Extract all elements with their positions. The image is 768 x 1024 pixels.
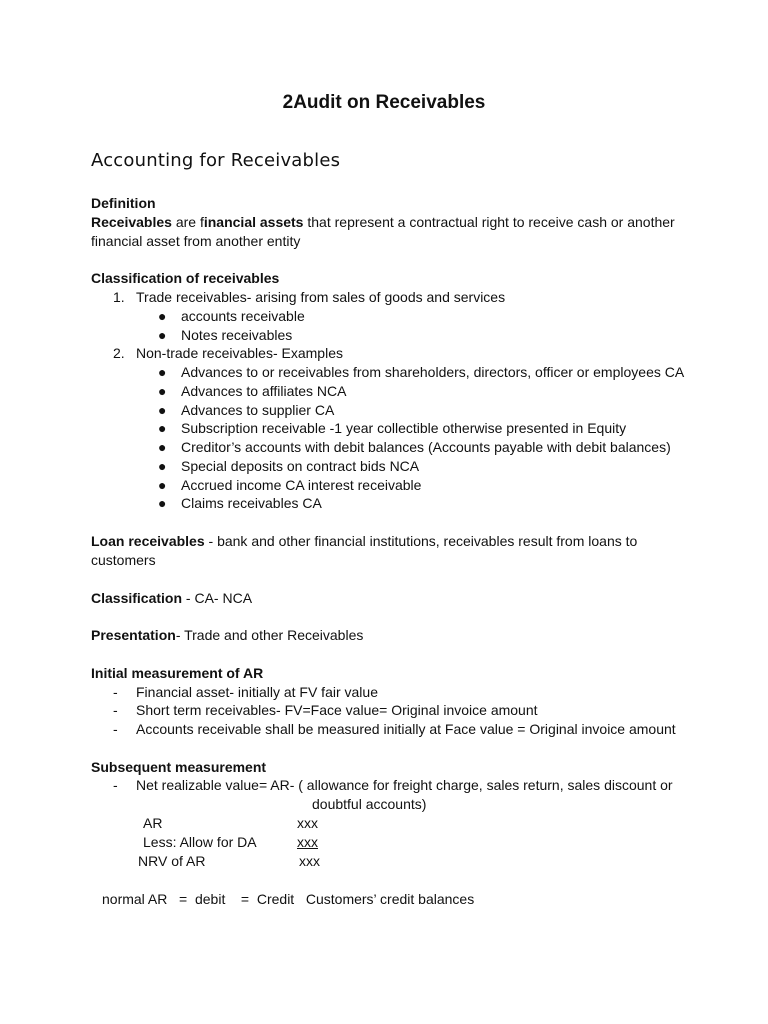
section-heading: Accounting for Receivables: [91, 150, 341, 171]
loan-receivables-text: - bank and other financial institutions, receivables result from loans to: [204, 533, 638, 549]
bullet-item: Special deposits on contract bids NCA: [181, 458, 420, 474]
calc-label-nrv: NRV of AR: [138, 853, 206, 869]
bullet-item: Advances to supplier CA: [181, 402, 335, 418]
presentation-line: [91, 626, 363, 645]
dash-item: Short term receivables- FV=Face value= Original invoice amount: [136, 702, 538, 718]
bullet-icon: ●: [158, 327, 167, 343]
classification-text: - CA- NCA: [182, 590, 253, 606]
bullet-icon: ●: [158, 495, 167, 511]
loan-receivables-line-1: [91, 532, 637, 551]
list-item: Trade receivables- arising from sales of goods and services: [136, 289, 506, 305]
list-number: 1.: [113, 289, 125, 305]
dash-item: Financial asset- initially at FV fair value: [136, 684, 378, 700]
initial-measurement-heading: Initial measurement of AR: [91, 665, 264, 681]
dash-marker: -: [113, 702, 118, 718]
list-number: 2.: [113, 345, 125, 361]
bullet-icon: ●: [158, 308, 167, 324]
bullet-icon: ●: [158, 420, 167, 436]
dash-marker: -: [113, 777, 118, 793]
definition-line-1: [91, 213, 675, 232]
dash-marker: -: [113, 684, 118, 700]
page-title: 2Audit on Receivables: [282, 92, 486, 113]
normal-ar-line: normal AR = debit = Credit Customers’ credit balances: [102, 891, 475, 907]
bullet-item: Notes receivables: [181, 327, 293, 343]
calc-value-nrv: xxx: [299, 853, 320, 869]
bullet-icon: ●: [158, 477, 167, 493]
bullet-item: Subscription receivable -1 year collectible otherwise presented in Equity: [181, 420, 627, 436]
dash-item-continuation: doubtful accounts): [312, 796, 427, 812]
calc-label-ar: AR: [143, 815, 163, 831]
bullet-item: Creditor’s accounts with debit balances (Accounts payable with debit balances): [181, 439, 671, 455]
presentation-text: - Trade and other Receivables: [175, 627, 364, 643]
bullet-item: accounts receivable: [181, 308, 305, 324]
bullet-icon: ●: [158, 458, 167, 474]
bullet-icon: ●: [158, 364, 167, 380]
bullet-icon: ●: [158, 402, 167, 418]
dash-marker: -: [113, 721, 118, 737]
classification-heading: Classification of receivables: [91, 270, 280, 286]
list-item: Non-trade receivables- Examples: [136, 345, 343, 361]
bullet-item: Claims receivables CA: [181, 495, 322, 511]
loan-receivables-term: Loan receivables: [91, 533, 205, 549]
financial-assets-term: inancial assets: [203, 214, 304, 230]
definition-rest: that represent a contractual right to receive cash or another: [303, 214, 675, 230]
receivables-term: Receivables: [91, 214, 172, 230]
calc-label-allowance: Less: Allow for DA: [143, 834, 257, 850]
bullet-item: Accrued income CA interest receivable: [181, 477, 422, 493]
dash-item: Net realizable value= AR- ( allowance for freight charge, sales return, sales discount or: [136, 777, 673, 793]
classification-line: [91, 589, 252, 608]
definition-are: are f: [171, 214, 204, 230]
classification-term: Classification: [91, 590, 183, 606]
bullet-item: Advances to affiliates NCA: [181, 383, 347, 399]
subsequent-measurement-heading: Subsequent measurement: [91, 759, 267, 775]
dash-item: Accounts receivable shall be measured initially at Face value = Original invoice amount: [136, 721, 676, 737]
calc-value-ar: xxx: [297, 815, 318, 831]
bullet-icon: ●: [158, 439, 167, 455]
definition-heading: Definition: [91, 195, 156, 211]
bullet-item: Advances to or receivables from shareholders, directors, officer or employees CA: [181, 364, 685, 380]
loan-receivables-line-2: customers: [91, 552, 156, 568]
bullet-icon: ●: [158, 383, 167, 399]
calc-value-allowance: xxx: [297, 834, 318, 850]
presentation-term: Presentation: [91, 627, 176, 643]
definition-line-2: financial asset from another entity: [91, 233, 301, 249]
